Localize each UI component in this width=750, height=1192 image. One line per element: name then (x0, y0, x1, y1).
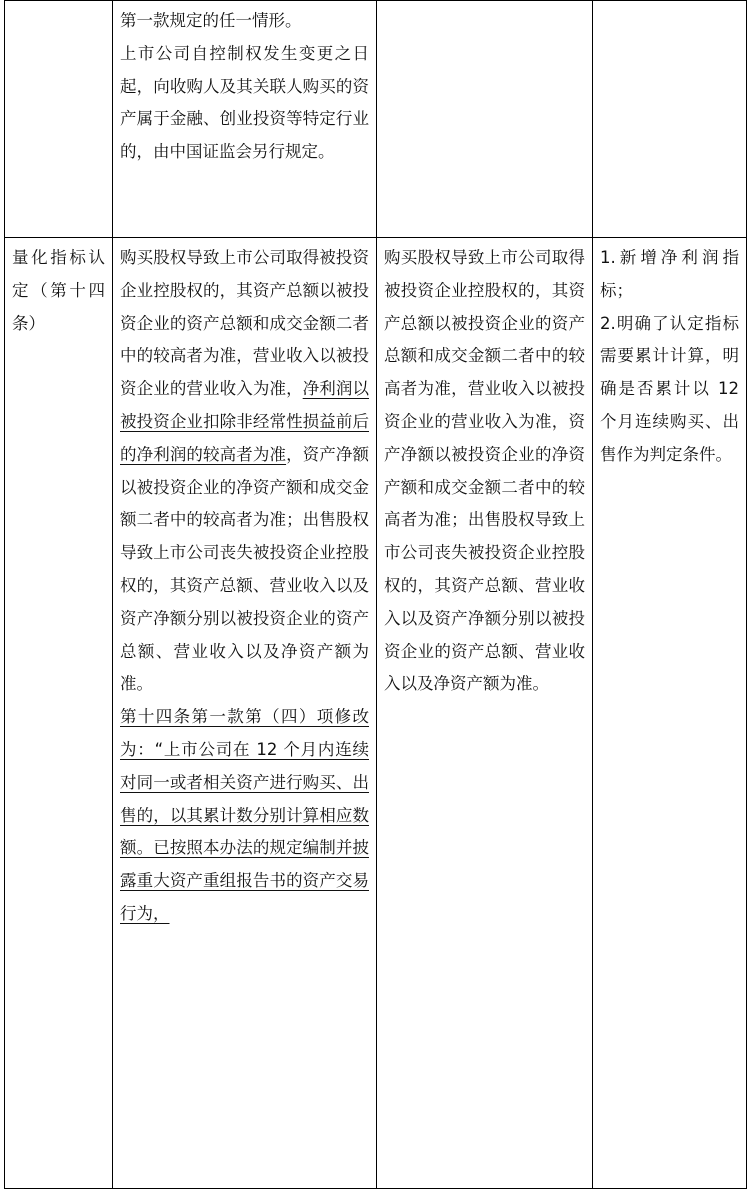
original-cell (377, 238, 593, 1189)
item-cell (5, 1, 113, 238)
item-cell (5, 238, 113, 1189)
amended-text: 购买股权导致上市公司取得被投资企业控股权的，其资产总额以被投资企业的资产总额和成交金额二者中的较高者为准，营业收入以被投资企业的营业收入为准， (120, 248, 369, 399)
amended-paragraph (120, 242, 369, 701)
amended-paragraph: 第一款规定的任一情形。 (120, 11, 302, 30)
table-row (5, 1, 747, 238)
amended-paragraph: 上市公司自控制权发生变更之日起，向收购人及其关联人购买的资产属于金融、创业投资等特定行业的，由中国证监会另行规定。 (120, 43, 369, 162)
amended-text: ，资产净额以被投资企业的净资产额和成交金额二者中的较高者为准；出售股权导致上市公司丧失被投资企业控股权的，其资产总额、营业收入以及资产净额分别以被投资企业的资产总额、营业收入以及净资产额为准。 (120, 444, 370, 694)
original-cell (377, 1, 593, 238)
amended-cell (113, 238, 377, 1189)
amended-underlined-text: 净利润以被投资企业扣除非经常性损益前后的净利润的较高者为准 (120, 379, 370, 464)
original-paragraph: 购买股权导致上市公司取得被投资企业控股权的，其资产总额以被投资企业的资产总额和成交金额二者中的较高者为准，营业收入以被投资企业的营业收入为准，资产净额以被投资企业的净资产额和成交金额二者中的较高者为准；出售股权导致上市公司丧失被投资企业控股权的，其资产总额、营业收入以及资产净额分别以被投资企业的资产总额、营业收入以及净资产额为准。 (384, 248, 585, 694)
remark-cell (593, 1, 747, 238)
comparison-table (4, 0, 747, 1189)
amended-underlined-paragraph: 第十四条第一款第（四）项修改为：“上市公司在 12 个月内连续对同一或者相关资产进行购买、出售的，以其累计数分别计算相应数额。已按照本办法的规定编制并披露重大资产重组报告书的资产交易行为， (120, 707, 369, 923)
remark-cell (593, 238, 747, 1189)
table-row (5, 238, 747, 1189)
item-label: 量化指标认定（第十四条） (12, 248, 105, 333)
amended-cell (113, 1, 377, 238)
remark-paragraph: 2.明确了认定指标需要累计计算，明确是否累计以 12 个月连续购买、出售作为判定条件。 (600, 313, 739, 464)
remark-paragraph: 1.新增净利润指标； (600, 248, 739, 300)
